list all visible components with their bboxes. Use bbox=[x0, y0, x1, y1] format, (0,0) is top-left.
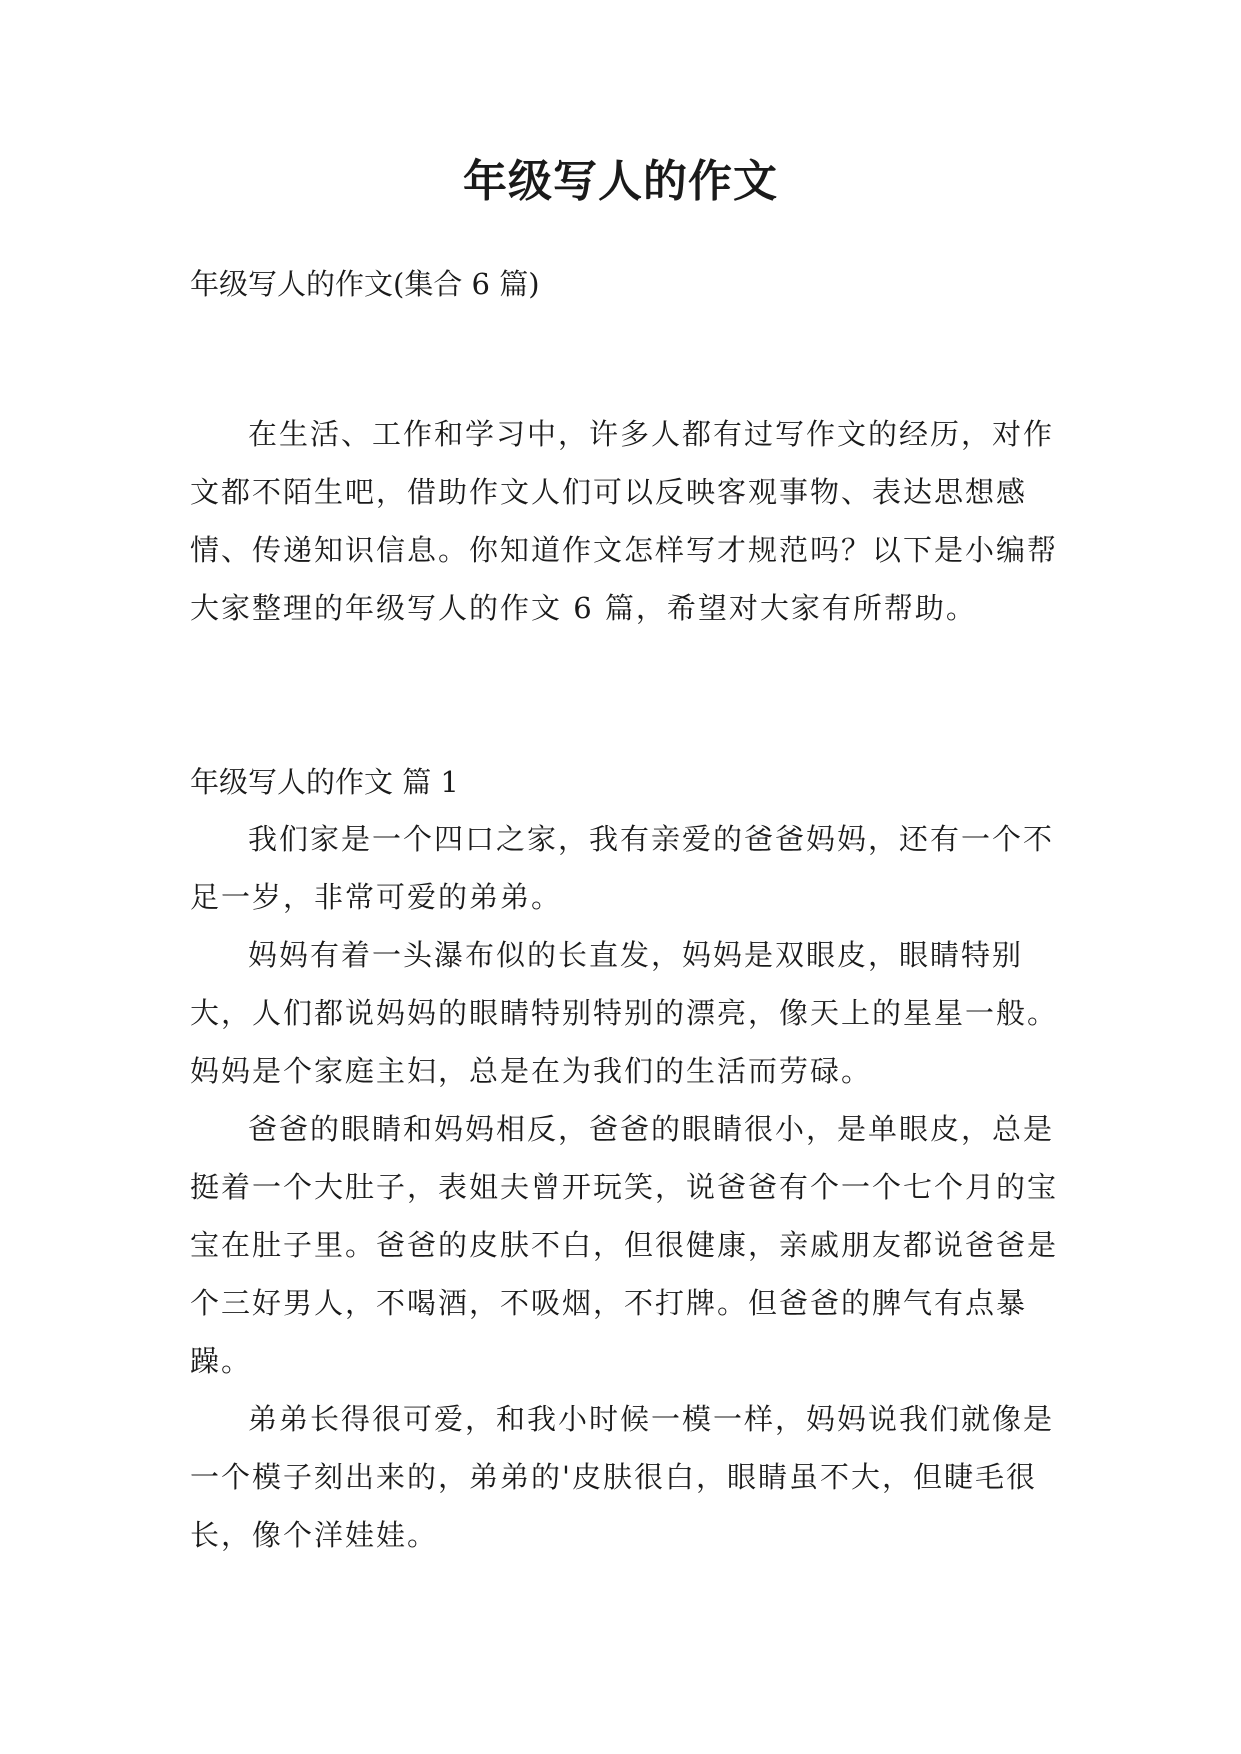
section-body bbox=[190, 810, 1070, 1564]
body-paragraph: 爸爸的眼睛和妈妈相反，爸爸的眼睛很小，是单眼皮，总是挺着一个大肚子，表姐夫曾开玩笑，说爸爸有个一个七个月的宝宝在肚子里。爸爸的皮肤不白，但很健康，亲戚朋友都说爸爸是个三好男人，不喝酒，不吸烟，不打牌。但爸爸的脾气有点暴躁。 bbox=[190, 1112, 1059, 1378]
body-paragraph: 妈妈有着一头瀑布似的长直发，妈妈是双眼皮，眼睛特别大，人们都说妈妈的眼睛特别特别的漂亮，像天上的星星一般。妈妈是个家庭主妇，总是在为我们的生活而劳碌。 bbox=[190, 938, 1059, 1088]
document-subtitle: 年级写人的作文(集合 6 篇) bbox=[190, 267, 540, 301]
section-heading: 年级写人的作文 篇 1 bbox=[190, 765, 459, 799]
body-paragraph: 我们家是一个四口之家，我有亲爱的爸爸妈妈，还有一个不足一岁，非常可爱的弟弟。 bbox=[190, 822, 1055, 914]
intro-paragraph: 在生活、工作和学习中，许多人都有过写作文的经历，对作文都不陌生吧，借助作文人们可以反映客观事物、表达思想感情、传递知识信息。你知道作文怎样写才规范吗？以下是小编帮大家整理的年级写人的作文 6 篇，希望对大家有所帮助。 bbox=[190, 417, 1059, 625]
intro-block bbox=[190, 405, 1070, 637]
body-paragraph: 弟弟长得很可爱，和我小时候一模一样，妈妈说我们就像是一个模子刻出来的，弟弟的'皮肤很白，眼睛虽不大，但睫毛很长，像个洋娃娃。 bbox=[190, 1402, 1055, 1552]
document-title: 年级写人的作文 bbox=[463, 156, 778, 207]
